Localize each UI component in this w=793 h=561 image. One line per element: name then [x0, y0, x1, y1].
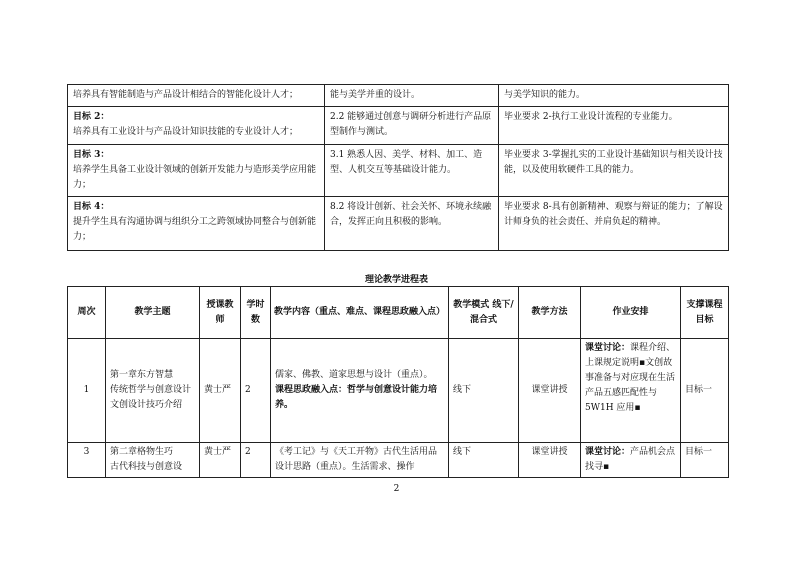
teacher-cell: 黄士严 [200, 443, 241, 478]
schedule-row [68, 443, 729, 478]
goal-title: 目标 4： [73, 202, 110, 212]
schedule-header-row [68, 287, 729, 339]
goal-text: 培养具有工业设计与产品设计知识技能的专业设计人才； [73, 127, 299, 137]
header-teacher: 授课教师 [200, 287, 241, 339]
topic-cell [106, 443, 200, 478]
goal-cell [68, 145, 325, 197]
goal-text: 培养具有智能制造与产品设计相结合的智能化设计人才； [73, 90, 299, 100]
homework-cell [581, 443, 681, 478]
homework-label: 课堂讨论： [585, 447, 631, 457]
method-cell: 课堂讲授 [519, 443, 581, 478]
goal-row [68, 85, 729, 107]
method-cell: 课堂讲授 [519, 339, 581, 443]
goals-table [67, 84, 729, 251]
header-goal: 支撑课程目标 [681, 287, 729, 339]
goal-cell [68, 85, 325, 107]
goal-cell: 目标一 [681, 443, 729, 478]
outcome-cell: 3.1 熟悉人因、美学、材料、加工、造型、人机交互等基础设计能力。 [325, 145, 499, 197]
goal-title: 目标 2： [73, 112, 110, 122]
requirement-cell: 毕业要求 3-掌握扎实的工业设计基础知识与相关设计技能，以及使用软硬件工具的能力。 [499, 145, 729, 197]
topic-line: 文创设计技巧介绍 [110, 400, 183, 410]
goal-text: 提升学生具有沟通协调与组织分工之跨领域协同整合与创新能力； [73, 217, 317, 242]
header-topic: 教学主题 [106, 287, 200, 339]
header-content: 教学内容（重点、难点、课程思政融入点） [271, 287, 449, 339]
week-cell: 1 [68, 339, 106, 443]
content-main: 儒家、佛教、道家思想与设计（重点）。 [275, 370, 433, 380]
outcome-cell: 能与美学并重的设计。 [325, 85, 499, 107]
outcome-cell: 2.2 能够通过创意与调研分析进行产品原型制作与测试。 [325, 107, 499, 145]
homework-cell [581, 339, 681, 443]
outcome-cell: 8.2 将设计创新、社会关怀、环境永续融合，发挥正向且积极的影响。 [325, 197, 499, 251]
header-homework: 作业安排 [581, 287, 681, 339]
goal-cell [68, 107, 325, 145]
week-cell: 3 [68, 443, 106, 478]
schedule-table [67, 286, 729, 478]
topic-line: 古代科技与创意设 [110, 462, 183, 472]
goal-row [68, 197, 729, 251]
page-number: 2 [393, 484, 400, 494]
teacher-cell: 黄士严 [200, 339, 241, 443]
hours-cell: 2 [241, 339, 271, 443]
content-cell [271, 443, 449, 478]
requirement-cell: 毕业要求 2-执行工业设计流程的专业能力。 [499, 107, 729, 145]
mode-cell: 线下 [449, 443, 519, 478]
topic-line: 第二章格物生巧 [110, 447, 174, 457]
goal-row [68, 107, 729, 145]
header-method: 教学方法 [519, 287, 581, 339]
schedule-title: 理论教学进程表 [364, 275, 428, 285]
header-week: 周次 [68, 287, 106, 339]
content-ideology: 课程思政融入点：哲学与创意设计能力培养。 [275, 385, 438, 410]
goal-cell: 目标一 [681, 339, 729, 443]
goal-title: 目标 3： [73, 150, 110, 160]
topic-line: 第一章东方智慧 [110, 370, 174, 380]
goal-row [68, 145, 729, 197]
homework-text: 课程介绍、上课规定说明▪文创故事准备与对应现在生活产品五感匹配性与 5W1H 应用▪ [585, 343, 676, 413]
content-main: 《考工记》与《天工开物》古代生活用品设计思路（重点）。生活需求、操作 [275, 447, 438, 472]
header-mode: 教学模式 线下/混合式 [449, 287, 519, 339]
requirement-cell: 与美学知识的能力。 [499, 85, 729, 107]
topic-cell [106, 339, 200, 443]
homework-label: 课堂讨论： [585, 343, 631, 353]
homework-text: 产品机会点找寻▪ [585, 447, 676, 472]
requirement-cell: 毕业要求 8-具有创新精神、观察与辩证的能力；了解设计师身负的社会责任、并肩负起的精神。 [499, 197, 729, 251]
header-hours: 学时数 [241, 287, 271, 339]
mode-cell: 线下 [449, 339, 519, 443]
goal-text: 培养学生具备工业设计领域的创新开发能力与造形美学应用能力； [73, 165, 317, 190]
goal-cell [68, 197, 325, 251]
hours-cell: 2 [241, 443, 271, 478]
content-cell [271, 339, 449, 443]
topic-line: 传统哲学与创意设计 [110, 385, 192, 395]
schedule-row [68, 339, 729, 443]
